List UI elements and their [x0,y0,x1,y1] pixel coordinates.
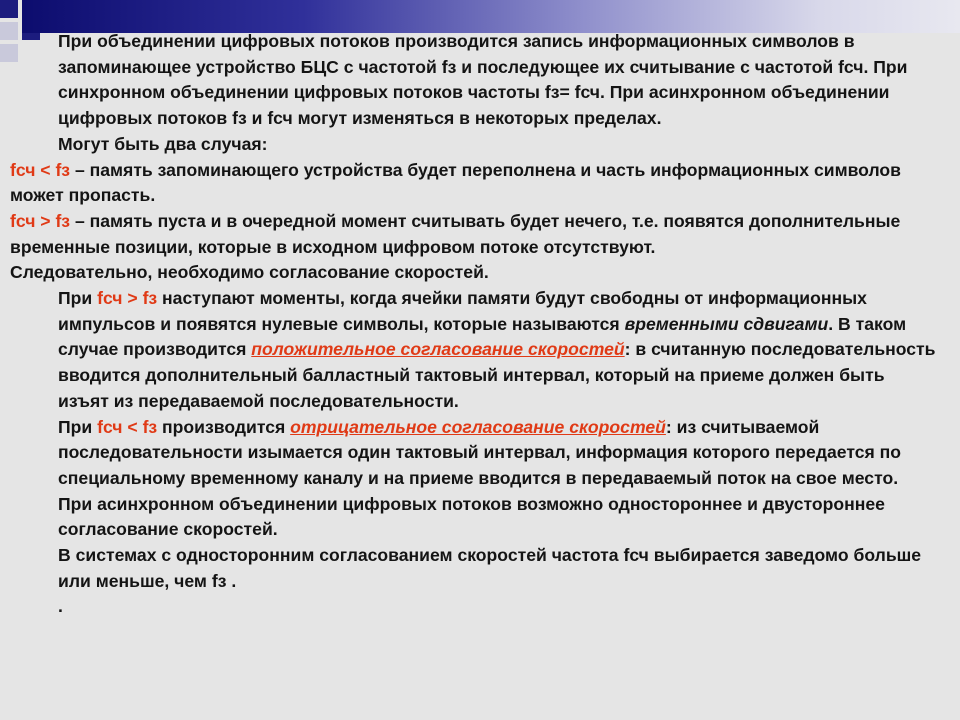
paragraph-async: При асинхронном объединении цифровых потоков возможно одностороннее и двустороннее согласование скоростей. [58,493,885,540]
negative-justification-link[interactable]: отрицательное согласование скоростей [290,416,666,437]
text: наступают моменты, когда ячейки памяти будут свободны от информационных импульсов и появятся нулевые символы, которые называются [58,288,867,334]
text: : из считываемой последовательности изымается один тактовый интервал, информация которого передается по специальному временному каналу и на приеме вводится в передаваемый поток на свое место. [58,416,902,488]
term-time-shifts: временными сдвигами [624,313,829,334]
positive-justification-link[interactable]: положительное согласование скоростей [251,339,625,360]
paragraph-intro: При объединении цифровых потоков производится запись информационных символов в запоминающее устройство БЦС с частотой fз и последующее их считывание с частотой fсч. При синхронном объединении цифровых потоков частоты fз= fсч. При асинхронном объединении цифровых потоков fз и fсч могут изменяться в некоторых пределах. [58,31,908,129]
paragraph-conclusion: Следовательно, необходимо согласование скоростей. [10,262,489,283]
text: При [58,416,98,437]
paragraph-case-empty [10,209,940,260]
decor-square [0,0,18,18]
condition-label: fсч > fз [97,288,158,309]
slide-body [10,29,940,620]
text: При [58,288,98,309]
text: . В таком случае производится [58,313,907,360]
case-text: – память пуста и в очередной момент считывать будет нечего, т.е. появятся дополнительные временные позиции, которые в исходном цифровом потоке отсутствуют. [10,210,901,257]
paragraph-negative-justification [10,415,940,492]
condition-label: fсч < fз [10,159,71,180]
paragraph-trailing-dot: . [58,596,63,617]
paragraph-cases-heading: Могут быть два случая: [58,133,268,154]
paragraph-case-overflow [10,158,940,209]
condition-label: fсч < fз [97,416,158,437]
case-text: – память запоминающего устройства будет переполнена и часть информационных символов может пропасть. [10,159,901,206]
paragraph-one-way: В системах с односторонним согласованием скоростей частота fсч выбирается заведомо больше или меньше, чем fз . [58,545,922,591]
paragraph-positive-justification [10,286,940,415]
text: : в считанную последовательность вводится дополнительный балластный тактовый интервал, который на приеме должен быть изъят из передаваемой последовательности. [58,339,936,411]
condition-label: fсч > fз [10,210,71,231]
text: производится [157,416,291,437]
